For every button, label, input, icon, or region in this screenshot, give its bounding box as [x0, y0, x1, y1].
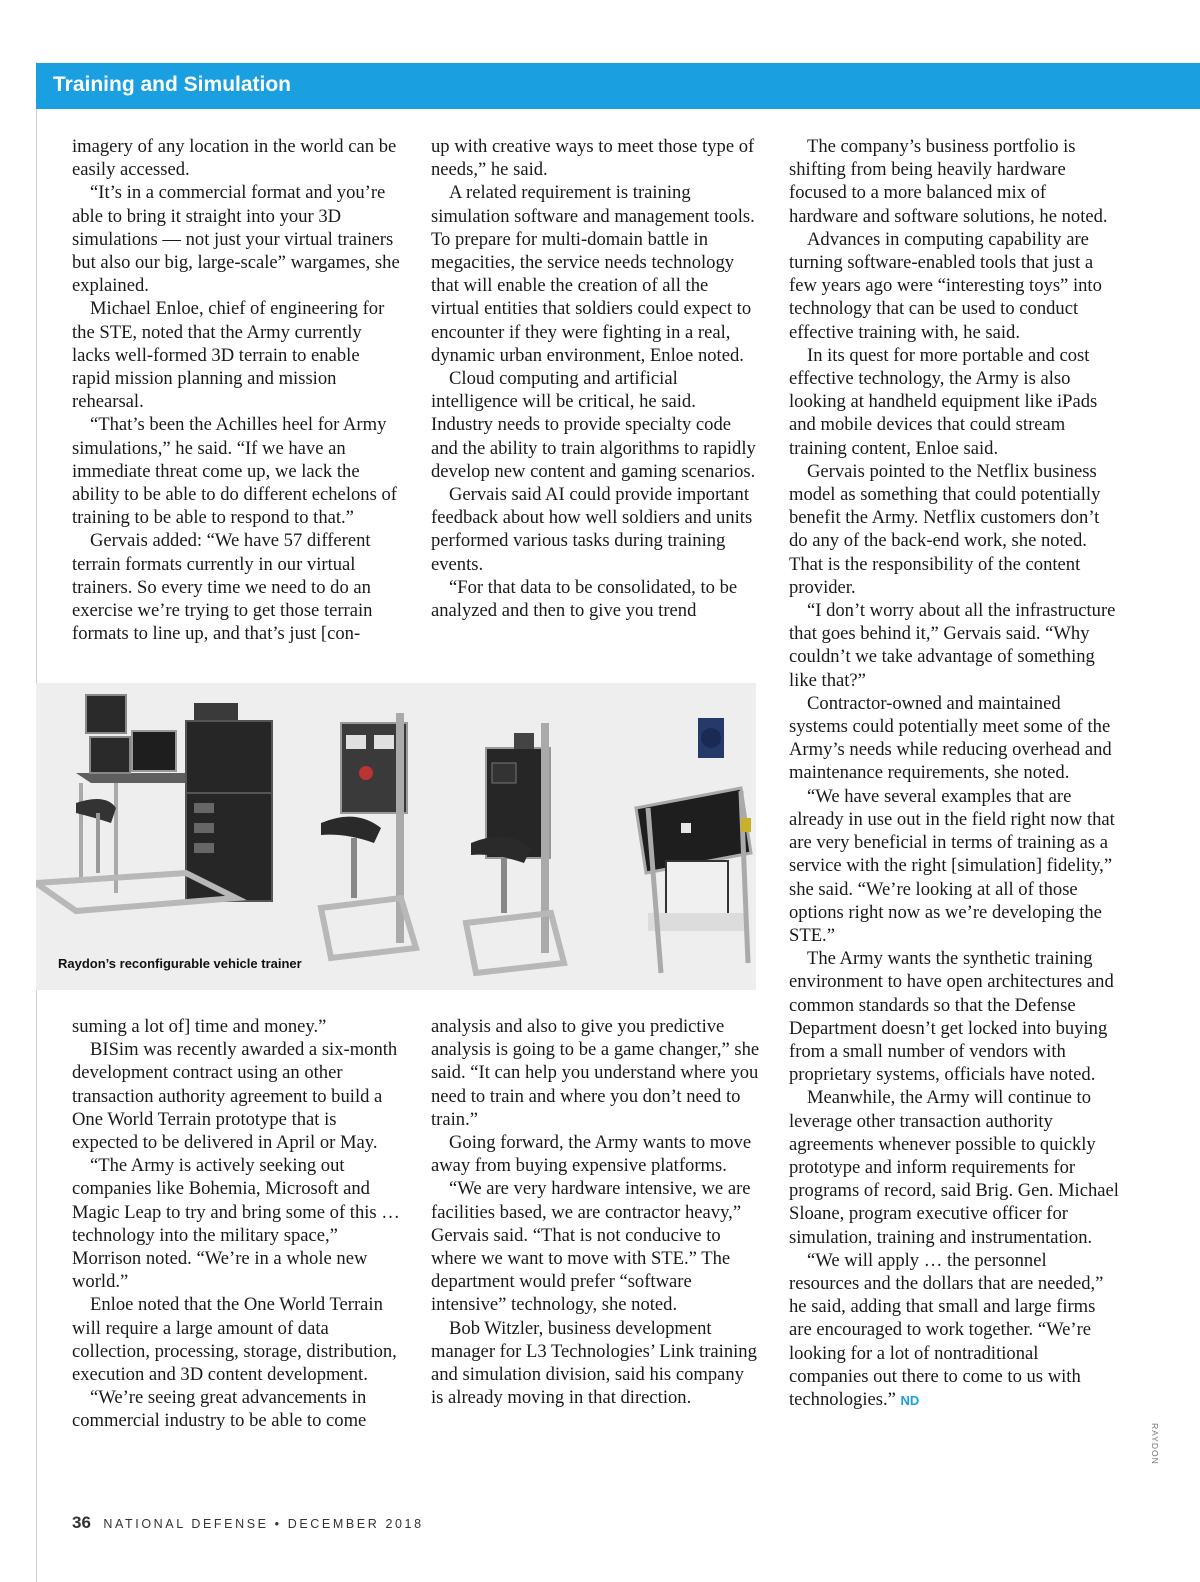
paragraph: up with creative ways to meet those type of needs,” he said.: [431, 136, 755, 181]
trainer-illustration: [36, 683, 756, 990]
paragraph: “That’s been the Achilles heel for Army simulations,” he said. “If we have an immediate threat come up, we lack the ability to be able to do different echelons of training to be able to respond to that.”: [72, 414, 397, 529]
paragraph: imagery of any location in the world can be easily accessed.: [72, 136, 397, 181]
paragraph: “I don’t worry about all the infrastructure that goes behind it,” Gervais said. “Why couldn’t we take advantage of something like that?”: [789, 600, 1116, 691]
paragraph: The company’s business portfolio is shifting from being heavily hardware focused to a more balanced mix of hardware and software solutions, he noted.: [789, 136, 1108, 227]
paragraph: “It’s in a commercial format and you’re able to bring it straight into your 3D simulations — not just your virtual trainers but also our big, large-scale” wargames, she explained.: [72, 182, 400, 297]
column-3: [789, 135, 1119, 1412]
paragraph: Gervais pointed to the Netflix business model as something that could potentially benefit the Army. Netflix customers don’t do any of the back-end work, she noted. That is the responsibility of the content provider.: [789, 460, 1101, 598]
paragraph: In its quest for more portable and cost effective technology, the Army is also looking at handheld equipment like iPads and mobile devices that could stream training content, Enloe said.: [789, 344, 1098, 459]
paragraph: analysis and also to give you predictive analysis is going to be a game changer,” she said. “It can help you understand where you need to train and where you don’t need to train.”: [431, 1016, 760, 1130]
trainer-3: [466, 723, 564, 973]
paragraph: Enloe noted that the One World Terrain will require a large amount of data collection, processing, storage, distribution, execution and 3D content development.: [72, 1294, 397, 1386]
paragraph: Gervais added: “We have 57 different terrain formats currently in our virtual trainers. So every time we need to do an exercise we’re trying to get those terrain formats to line up, and that’s just [con-: [72, 530, 373, 645]
column-1-top: [72, 135, 402, 645]
column-1-bottom: [72, 1015, 402, 1433]
section-banner: [36, 63, 1200, 109]
section-title: Training and Simulation: [53, 73, 292, 96]
paragraph: Cloud computing and artificial intelligence will be critical, he said. Industry needs to provide specialty code and the ability to train algorithms to rapidly develop new content and gaming scenarios.: [431, 368, 756, 482]
paragraph: Advances in computing capability are turning software-enabled tools that just a few years ago were “interesting toys” into technology that can be used to conduct effective training with, he said.: [789, 228, 1102, 343]
trainer-2: [321, 713, 416, 958]
paragraph: “For that data to be consolidated, to be analyzed and then to give you trend: [431, 576, 738, 622]
column-2-bottom: [431, 1015, 761, 1409]
paragraph: suming a lot of] time and money.”: [72, 1016, 327, 1037]
paragraph: BISim was recently awarded a six-month development contract using an other transaction authority agreement to build a One World Terrain prototype that is expected to be delivered in April or May.: [72, 1039, 398, 1154]
paragraph: Going forward, the Army wants to move away from buying expensive platforms.: [431, 1132, 752, 1177]
paragraph: “We’re seeing great advancements in commercial industry to be able to come: [72, 1387, 367, 1432]
paragraph: The Army wants the synthetic training environment to have open architectures and common standards so that the Defense Department doesn’t get locked into buying from a small number of vendors with proprietary systems, officials have noted.: [789, 948, 1114, 1086]
paragraph: “We are very hardware intensive, we are facilities based, we are contractor heavy,” Gervais said. “That is not conducive to where we want to move with STE.” The department would prefer “software intensive” technology, she noted.: [431, 1178, 751, 1316]
paragraph: A related requirement is training simulation software and management tools. To prepare for multi-domain battle in megacities, the service needs technology that will enable the creation of all the virtual entities that soldiers could expect to encounter if they were fighting in a real, dynamic urban environment, Enloe noted.: [431, 182, 755, 366]
paragraph: “The Army is actively seeking out companies like Bohemia, Microsoft and Magic Leap to try and bring some of this … technology into the military space,” Morrison noted. “We’re in a whole new world.”: [72, 1155, 400, 1293]
paragraph: Gervais said AI could provide important feedback about how well soldiers and units performed various tasks during training events.: [431, 484, 753, 575]
paragraph: Contractor-owned and maintained systems could potentially meet some of the Army’s needs while reducing overhead and maintenance requirements, she noted.: [789, 692, 1112, 784]
paragraph: Bob Witzler, business development manager for L3 Technologies’ Link training and simulation division, said his company is already moving in that direction.: [431, 1317, 757, 1409]
photo-credit: RAYDON: [1150, 1423, 1160, 1465]
paragraph: “We have several examples that are already in use out in the field right now that are very beneficial in terms of training as a service with the right [simulation] fidelity,” she said. “We’re looking at all of those options right now as we’re developing the STE.”: [789, 785, 1115, 946]
end-mark: ND: [900, 1392, 920, 1408]
trainer-photo: [36, 683, 756, 990]
column-2-top: [431, 135, 761, 622]
page-footer: [72, 1513, 424, 1533]
publication-line: NATIONAL DEFENSE • DECEMBER 2018: [103, 1517, 424, 1531]
photo-caption: Raydon’s reconfigurable vehicle trainer: [58, 956, 302, 971]
page-number: 36: [72, 1513, 91, 1532]
final-paragraph: [789, 1249, 1119, 1412]
paragraph: Michael Enloe, chief of engineering for the STE, noted that the Army currently lacks well-formed 3D terrain to enable rapid mission planning and mission rehearsal.: [72, 298, 385, 413]
paragraph: Meanwhile, the Army will continue to leverage other transaction authority agreements whenever possible to quickly prototype and inform requirements for programs of record, said Brig. Gen. Michael Sloane, program executive officer for simulation, training and instrumentation.: [789, 1087, 1119, 1248]
trainer-4: [636, 718, 751, 973]
trainer-1: [36, 695, 272, 911]
paragraph-text: “We will apply … the personnel resources and the dollars that are needed,” he said, adding that small and large firms are encouraged to work together. “We’re looking for a lot of nontraditional companies out there to come to us with technologies.”: [789, 1249, 1104, 1410]
